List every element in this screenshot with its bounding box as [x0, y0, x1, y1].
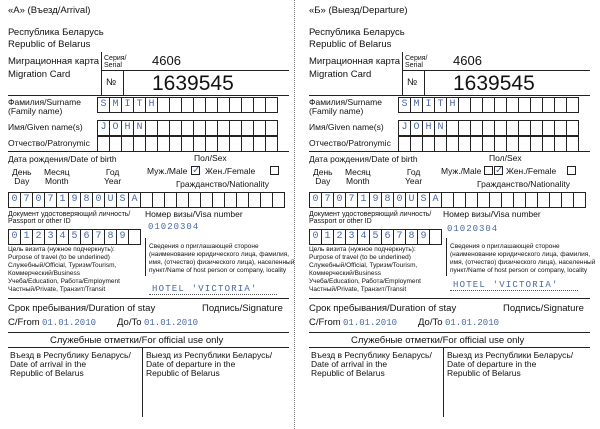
host-text: Сведения о приглашающей стороне (наименование юридического лица, фамилия, имя, (отчество) физического лица), населенный пункт/Name of host person or company, locality — [149, 243, 295, 274]
char-cell[interactable]: N — [435, 121, 447, 135]
char-cell[interactable] — [483, 98, 495, 112]
char-cell[interactable] — [225, 193, 237, 207]
char-cell[interactable] — [543, 98, 555, 112]
char-cell[interactable] — [182, 98, 194, 112]
entry-date-text: Въезд в Республику Беларусь/ Date of arrival in the Republic of Belarus — [10, 350, 131, 378]
char-cell[interactable] — [141, 193, 153, 207]
char-cell[interactable] — [201, 193, 213, 207]
day-label: День Day — [313, 167, 333, 186]
char-cell[interactable] — [206, 137, 218, 151]
char-cell[interactable] — [153, 193, 165, 207]
card-header: «A» (Въезд/Arrival) — [8, 5, 91, 16]
char-cell[interactable] — [507, 137, 519, 151]
char-cell[interactable]: 6 — [81, 230, 93, 244]
char-cell[interactable]: 0 — [93, 193, 105, 207]
char-cell[interactable]: S — [117, 193, 129, 207]
char-cell[interactable] — [507, 98, 519, 112]
to-label: До/To — [418, 317, 443, 328]
month-label: Месяц Month — [44, 167, 70, 186]
male-label: Муж./Male — [147, 166, 188, 176]
card-header: «Б» (Выезд/Departure) — [309, 5, 408, 16]
char-cell[interactable] — [502, 193, 514, 207]
char-cell[interactable] — [399, 137, 411, 151]
char-cell[interactable] — [146, 121, 158, 135]
givenname-label: Имя/Given name(s) — [309, 122, 384, 132]
char-cell[interactable] — [218, 121, 230, 135]
char-cell[interactable] — [170, 137, 182, 151]
migration-card-label-en: Migration Card — [8, 69, 71, 80]
char-cell[interactable]: 0 — [310, 230, 322, 244]
departure-card — [301, 0, 596, 429]
char-cell[interactable] — [567, 137, 579, 151]
char-cell[interactable]: O — [411, 121, 423, 135]
char-cell[interactable]: H — [122, 121, 134, 135]
char-cell[interactable] — [206, 98, 218, 112]
sex-label: Пол/Sex — [489, 153, 522, 163]
char-cell[interactable]: S — [98, 98, 110, 112]
char-cell[interactable] — [254, 98, 266, 112]
surname-grid[interactable] — [97, 97, 278, 113]
char-cell[interactable]: O — [110, 121, 122, 135]
char-cell[interactable] — [466, 193, 478, 207]
dob-label: Дата рождения/Date of birth — [309, 154, 418, 164]
char-cell[interactable] — [471, 137, 483, 151]
dob-label: Дата рождения/Date of birth — [8, 154, 117, 164]
char-cell[interactable]: J — [399, 121, 411, 135]
char-cell[interactable] — [538, 193, 550, 207]
visa-label: Номер визы/Visa number — [145, 209, 243, 219]
char-cell[interactable] — [478, 193, 490, 207]
series-value: 4606 — [453, 53, 482, 68]
char-cell[interactable] — [519, 137, 531, 151]
host-value[interactable]: HOTEL 'VICTORIA' — [453, 280, 559, 290]
char-cell[interactable]: 3 — [346, 230, 358, 244]
char-cell[interactable] — [526, 193, 538, 207]
document-label: Документ удостоверяющий личность/ Passport or other ID — [8, 211, 131, 225]
char-cell[interactable] — [495, 137, 507, 151]
country-ru: Республика Беларусь — [309, 27, 405, 38]
char-cell[interactable]: 9 — [69, 193, 81, 207]
from-label: С/From — [8, 317, 40, 328]
male-checkbox[interactable] — [484, 166, 493, 175]
char-cell[interactable] — [254, 121, 266, 135]
char-cell[interactable]: 4 — [57, 230, 69, 244]
char-cell[interactable] — [411, 137, 423, 151]
char-cell[interactable] — [230, 98, 242, 112]
char-cell[interactable]: 4 — [358, 230, 370, 244]
male-checkbox[interactable]: ✓ — [192, 165, 201, 176]
female-label: Жен./Female — [506, 166, 557, 176]
char-cell[interactable]: 8 — [105, 230, 117, 244]
char-cell[interactable]: 2 — [334, 230, 346, 244]
passport-grid[interactable] — [309, 229, 442, 245]
stay-label: Срок пребывания/Duration of stay — [309, 303, 457, 314]
char-cell[interactable]: I — [423, 98, 435, 112]
char-cell[interactable] — [206, 121, 218, 135]
char-cell[interactable] — [218, 137, 230, 151]
migration-card-label-en: Migration Card — [309, 69, 372, 80]
patronymic-label: Отчество/Patronymic — [8, 138, 90, 148]
nationality-label: Гражданство/Nationality — [477, 179, 570, 189]
char-cell[interactable] — [194, 121, 206, 135]
givenname-grid[interactable] — [398, 120, 579, 136]
to-value[interactable]: 01.01.2010 — [144, 318, 199, 328]
visa-label: Номер визы/Visa number — [443, 209, 541, 219]
char-cell[interactable] — [483, 137, 495, 151]
char-cell[interactable] — [213, 193, 225, 207]
char-cell[interactable] — [158, 121, 170, 135]
char-cell[interactable]: A — [129, 193, 141, 207]
arrival-card — [0, 0, 295, 429]
char-cell[interactable] — [459, 137, 471, 151]
char-cell[interactable]: T — [435, 98, 447, 112]
exit-date-text: Выезд из Республики Беларусь/ Date of departure in the Republic of Belarus — [146, 350, 273, 378]
char-cell[interactable] — [182, 121, 194, 135]
char-cell[interactable]: 1 — [57, 193, 69, 207]
char-cell[interactable] — [242, 121, 254, 135]
char-cell[interactable] — [562, 193, 574, 207]
char-cell[interactable]: N — [134, 121, 146, 135]
char-cell[interactable]: 1 — [322, 230, 334, 244]
char-cell[interactable] — [189, 193, 201, 207]
series-label: Серия/ Serial — [104, 55, 127, 69]
char-cell[interactable] — [435, 137, 447, 151]
surname-label: Фамилия/Surname (Family name) — [8, 97, 81, 116]
char-cell[interactable] — [170, 121, 182, 135]
char-cell[interactable] — [242, 137, 254, 151]
to-value[interactable]: 01.01.2010 — [445, 318, 500, 328]
number-label: № — [106, 77, 117, 88]
char-cell[interactable]: H — [447, 98, 459, 112]
char-cell[interactable]: 6 — [382, 230, 394, 244]
char-cell[interactable] — [459, 121, 471, 135]
entry-date-text: Въезд в Республику Беларусь/ Date of arrival in the Republic of Belarus — [311, 350, 432, 378]
char-cell[interactable] — [555, 137, 567, 151]
char-cell[interactable]: 7 — [394, 230, 406, 244]
char-cell[interactable] — [531, 98, 543, 112]
char-cell[interactable]: 3 — [45, 230, 57, 244]
char-cell[interactable]: S — [399, 98, 411, 112]
char-cell[interactable] — [273, 193, 285, 207]
visa-value[interactable]: 01020304 — [148, 222, 200, 232]
country-en: Republic of Belarus — [8, 39, 91, 50]
char-cell[interactable] — [158, 98, 170, 112]
purpose-text: Цель визита (нужное подчеркнуть): Purpose of travel (to be underlined) Служебный/Official, Туризм/Tourism, Коммерческий/Business Учеба/Education, Работа/Employment Частный/Private, Транзит/Transit — [309, 246, 421, 293]
char-cell[interactable] — [266, 121, 278, 135]
series-value: 4606 — [152, 53, 181, 68]
char-cell[interactable] — [182, 137, 194, 151]
char-cell[interactable]: I — [122, 98, 134, 112]
series-label: Серия/ Serial — [405, 55, 428, 69]
char-cell[interactable]: M — [411, 98, 423, 112]
char-cell[interactable] — [194, 98, 206, 112]
char-cell[interactable] — [483, 121, 495, 135]
char-cell[interactable] — [266, 98, 278, 112]
char-cell[interactable] — [555, 98, 567, 112]
char-cell[interactable]: 0 — [310, 193, 322, 207]
char-cell[interactable] — [98, 137, 110, 151]
char-cell[interactable]: S — [418, 193, 430, 207]
char-cell[interactable]: U — [406, 193, 418, 207]
year-label: Год Year — [405, 167, 423, 186]
char-cell[interactable]: 5 — [69, 230, 81, 244]
char-cell[interactable] — [447, 137, 459, 151]
year-label: Год Year — [104, 167, 122, 186]
patronymic-label: Отчество/Patronymic — [309, 138, 391, 148]
char-cell[interactable]: T — [134, 98, 146, 112]
char-cell[interactable]: J — [98, 121, 110, 135]
char-cell[interactable]: 9 — [370, 193, 382, 207]
char-cell[interactable]: 7 — [21, 193, 33, 207]
passport-grid[interactable] — [8, 229, 141, 245]
char-cell[interactable] — [490, 193, 502, 207]
char-cell[interactable]: 7 — [346, 193, 358, 207]
male-label: Муж./Male — [441, 166, 482, 176]
month-label: Месяц Month — [345, 167, 371, 186]
host-text: Сведения о приглашающей стороне (наименование юридического лица, фамилия, имя, (отчество) физического лица), населенный пункт/Name of host person or company, locality — [450, 243, 596, 274]
char-cell[interactable]: 2 — [33, 230, 45, 244]
document-label: Документ удостоверяющий личность/ Passport or other ID — [309, 211, 432, 225]
char-cell[interactable] — [242, 98, 254, 112]
char-cell[interactable]: 1 — [358, 193, 370, 207]
country-en: Republic of Belarus — [309, 39, 392, 50]
surname-label: Фамилия/Surname (Family name) — [309, 97, 382, 116]
char-cell[interactable] — [531, 121, 543, 135]
char-cell[interactable]: 8 — [406, 230, 418, 244]
visa-value[interactable]: 01020304 — [447, 224, 499, 234]
signature-label: Подпись/Signature — [202, 303, 283, 314]
char-cell[interactable] — [177, 193, 189, 207]
char-cell[interactable] — [555, 121, 567, 135]
female-label: Жен./Female — [205, 166, 256, 176]
char-cell[interactable] — [146, 137, 158, 151]
extra-checkbox[interactable] — [567, 166, 576, 175]
official-use-label: Служебные отметки/For official use only — [351, 335, 525, 346]
char-cell[interactable] — [531, 137, 543, 151]
number-value: 1639545 — [152, 72, 234, 95]
char-cell[interactable] — [454, 193, 466, 207]
givenname-grid[interactable] — [97, 120, 278, 136]
char-cell[interactable] — [134, 137, 146, 151]
char-cell[interactable] — [574, 193, 586, 207]
char-cell[interactable] — [129, 230, 141, 244]
char-cell[interactable]: 7 — [322, 193, 334, 207]
day-label: День Day — [12, 167, 32, 186]
country-ru: Республика Беларусь — [8, 27, 104, 38]
char-cell[interactable] — [194, 137, 206, 151]
char-cell[interactable] — [514, 193, 526, 207]
char-cell[interactable] — [550, 193, 562, 207]
card-divider — [294, 0, 295, 429]
dob-nationality-grid[interactable] — [309, 192, 586, 208]
char-cell[interactable]: U — [105, 193, 117, 207]
char-cell[interactable] — [447, 121, 459, 135]
number-label: № — [407, 77, 418, 88]
signature-label: Подпись/Signature — [503, 303, 584, 314]
char-cell[interactable] — [507, 121, 519, 135]
char-cell[interactable]: 0 — [9, 230, 21, 244]
char-cell[interactable] — [495, 121, 507, 135]
char-cell[interactable] — [266, 137, 278, 151]
char-cell[interactable]: 7 — [45, 193, 57, 207]
migration-card-label-ru: Миграционная карта — [309, 56, 401, 67]
char-cell[interactable]: H — [146, 98, 158, 112]
givenname-label: Имя/Given name(s) — [8, 122, 83, 132]
char-cell[interactable]: 0 — [394, 193, 406, 207]
char-cell[interactable] — [459, 98, 471, 112]
host-value[interactable]: HOTEL 'VICTORIA' — [152, 284, 258, 294]
char-cell[interactable] — [567, 98, 579, 112]
char-cell[interactable]: 0 — [9, 193, 21, 207]
char-cell[interactable] — [519, 98, 531, 112]
char-cell[interactable]: 9 — [117, 230, 129, 244]
char-cell[interactable]: 9 — [418, 230, 430, 244]
char-cell[interactable] — [471, 121, 483, 135]
char-cell[interactable] — [442, 193, 454, 207]
number-value: 1639545 — [453, 72, 535, 95]
char-cell[interactable] — [519, 121, 531, 135]
surname-grid[interactable] — [398, 97, 579, 113]
female-checkbox[interactable]: ✓ — [495, 165, 504, 176]
char-cell[interactable] — [110, 137, 122, 151]
char-cell[interactable] — [230, 137, 242, 151]
char-cell[interactable] — [567, 121, 579, 135]
char-cell[interactable] — [543, 137, 555, 151]
purpose-text: Цель визита (нужное подчеркнуть): Purpose of travel (to be underlined) Служебный/Official, Туризм/Tourism, Коммерческий/Business Учеба/Education, Работа/Employment Частный/Private, Транзит/Transit — [8, 246, 120, 293]
from-label: С/From — [309, 317, 341, 328]
stay-label: Срок пребывания/Duration of stay — [8, 303, 156, 314]
char-cell[interactable] — [261, 193, 273, 207]
char-cell[interactable] — [495, 98, 507, 112]
char-cell[interactable]: 0 — [334, 193, 346, 207]
to-label: До/To — [117, 317, 142, 328]
exit-date-text: Выезд из Республики Беларусь/ Date of departure in the Republic of Belarus — [447, 350, 574, 378]
patronymic-grid[interactable] — [398, 136, 579, 152]
char-cell[interactable] — [158, 137, 170, 151]
from-value[interactable]: 01.01.2010 — [42, 318, 97, 328]
char-cell[interactable]: M — [110, 98, 122, 112]
char-cell[interactable] — [237, 193, 249, 207]
dob-nationality-grid[interactable] — [8, 192, 285, 208]
char-cell[interactable] — [430, 230, 442, 244]
char-cell[interactable] — [170, 98, 182, 112]
char-cell[interactable]: 5 — [370, 230, 382, 244]
sex-label: Пол/Sex — [194, 153, 227, 163]
char-cell[interactable]: H — [423, 121, 435, 135]
char-cell[interactable] — [471, 98, 483, 112]
char-cell[interactable] — [165, 193, 177, 207]
char-cell[interactable]: 8 — [81, 193, 93, 207]
official-use-label: Служебные отметки/For official use only — [50, 335, 224, 346]
char-cell[interactable] — [230, 121, 242, 135]
migration-card-label-ru: Миграционная карта — [8, 56, 100, 67]
char-cell[interactable]: 1 — [21, 230, 33, 244]
nationality-label: Гражданство/Nationality — [176, 179, 269, 189]
char-cell[interactable] — [254, 137, 266, 151]
char-cell[interactable] — [122, 137, 134, 151]
char-cell[interactable] — [423, 137, 435, 151]
char-cell[interactable] — [543, 121, 555, 135]
char-cell[interactable]: A — [430, 193, 442, 207]
female-checkbox[interactable] — [270, 166, 279, 175]
char-cell[interactable] — [249, 193, 261, 207]
char-cell[interactable]: 8 — [382, 193, 394, 207]
char-cell[interactable]: 7 — [93, 230, 105, 244]
patronymic-grid[interactable] — [97, 136, 278, 152]
from-value[interactable]: 01.01.2010 — [343, 318, 398, 328]
char-cell[interactable] — [218, 98, 230, 112]
char-cell[interactable]: 0 — [33, 193, 45, 207]
